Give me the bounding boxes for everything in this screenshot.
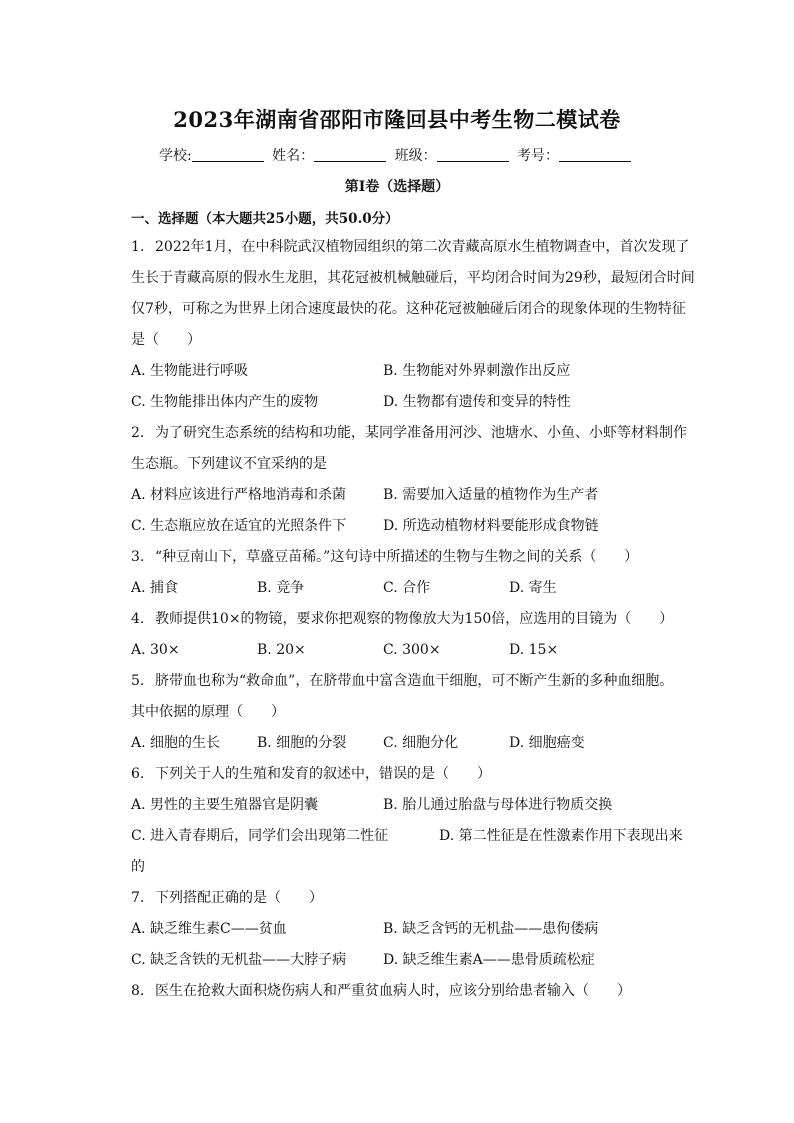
option-d: D. 15× [509,642,559,658]
question-7-options-row-1 [131,914,697,945]
exam-number-blank [559,147,631,162]
questions-area [131,232,697,1007]
section-heading: 第I卷（选择题） [344,179,450,195]
question-number: 7. [131,890,145,906]
question-1-line-1 [131,232,697,263]
option-a: A. 材料应该进行严格地消毒和杀菌 [131,487,347,503]
question-number: 3. [131,549,145,565]
question-7-line-1 [131,883,697,914]
question-number: 8. [131,983,145,999]
name-label: 姓名： [272,148,315,164]
option-d: D. 缺乏维生素A——患骨质疏松症 [383,952,595,968]
option-a: A. 30× [131,642,180,658]
option-c: C. 生态瓶应放在适宜的光照条件下 [131,518,347,534]
question-number: 5. [131,673,145,689]
question-3-line-1 [131,542,697,573]
option-b: B. 细胞的分裂 [257,735,347,751]
question-1-options-row-1 [131,356,697,387]
option-d: D. 寄生 [509,580,557,596]
question-1-options-row-2 [131,387,697,418]
option-b: B. 胎儿通过胎盘与母体进行物质交换 [383,797,613,813]
option-a: A. 细胞的生长 [131,735,221,751]
question-6-options-row-1 [131,790,697,821]
question-5-line-2: 其中依据的原理（ ） [131,704,285,720]
option-b: B. 需要加入适量的植物作为生产者 [383,487,599,503]
question-2-line-2: 生态瓶。下列建议不宜采纳的是 [131,456,327,472]
option-c: C. 进入青春期后，同学们会出现第二性征 [131,828,389,844]
question-number: 2. [131,425,145,441]
question-text: 教师提供10×的物镜，要求你把观察的物像放大为150倍，应选用的目镜为（ ） [155,611,674,627]
option-c: C. 生物能排出体内产生的废物 [131,394,319,410]
part-heading: 一、选择题（本大题共25小题，共50.0分） [131,211,399,227]
option-d: D. 细胞癌变 [509,735,585,751]
question-1-line-3: 仅7秒，可称之为世界上闭合速度最快的花。这种花冠被触碰后闭合的现象体现的生物特征 [131,301,686,317]
question-5-options [131,728,697,759]
question-2-options-row-1 [131,480,697,511]
option-d: D. 生物都有遗传和变异的特性 [383,394,571,410]
question-text: 医生在抢救大面积烧伤病人和严重贫血病人时，应该分别给患者输入（ ） [155,983,631,999]
question-text: 脐带血也称为“救命血”，在脐带血中富含造血干细胞，可不断产生新的多种血细胞。 [155,673,674,689]
option-c: C. 合作 [383,580,431,596]
option-d: D. 所选动植物材料要能形成食物链 [383,518,599,534]
option-a: A. 缺乏维生素C——贫血 [131,921,287,937]
question-number: 1. [131,239,145,255]
question-5-line-1 [131,666,697,697]
question-2-line-1 [131,418,697,449]
option-b: B. 20× [257,642,306,658]
question-7-options-row-2 [131,945,697,976]
option-d: D. 第二性征是在性激素作用下表现出来 [439,828,683,844]
question-4-options [131,635,697,666]
school-label: 学校: [158,148,192,164]
question-8-line-1 [131,976,697,1007]
question-1-line-2: 生长于青藏高原的假水生龙胆，其花冠被机械触碰后，平均闭合时间为29秒，最短闭合时间 [131,270,695,286]
question-text: 2022年1月，在中科院武汉植物园组织的第二次青藏高原水生植物调查中，首次发现了 [155,239,690,255]
question-2-options-row-2 [131,511,697,542]
question-text: “种豆南山下，草盛豆苗稀。”这句诗中所描述的生物与生物之间的关系（ ） [155,549,639,565]
question-number: 6. [131,766,145,782]
school-blank [192,147,264,162]
exam-number-label: 考号： [517,148,560,164]
option-a: A. 男性的主要生殖器官是阴囊 [131,797,319,813]
class-label: 班级： [394,148,437,164]
option-c: C. 缺乏含铁的无机盐——大脖子病 [131,952,347,968]
question-6-options-row-2 [131,821,697,852]
option-b: B. 生物能对外界刺激作出反应 [383,363,571,379]
class-blank [437,147,509,162]
question-4-line-1 [131,604,697,635]
option-a: A. 捕食 [131,580,179,596]
option-c: C. 细胞分化 [383,735,459,751]
option-b: B. 竞争 [257,580,305,596]
student-info-line [0,145,794,165]
question-6-option-d-continuation: 的 [131,859,145,875]
option-a: A. 生物能进行呼吸 [131,363,249,379]
question-text: 下列搭配正确的是（ ） [155,890,323,906]
question-6-line-1 [131,759,697,790]
option-b: B. 缺乏含钙的无机盐——患佝偻病 [383,921,599,937]
question-text: 下列关于人的生殖和发育的叙述中，错误的是（ ） [155,766,491,782]
question-text: 为了研究生态系统的结构和功能，某同学准备用河沙、池塘水、小鱼、小虾等材料制作 [155,425,687,441]
name-blank [314,147,386,162]
question-3-options [131,573,697,604]
exam-title: 2023年湖南省邵阳市隆回县中考生物二模试卷 [173,107,621,132]
option-c: C. 300× [383,642,441,658]
question-number: 4. [131,611,145,627]
question-1-line-4: 是（ ） [131,332,201,348]
